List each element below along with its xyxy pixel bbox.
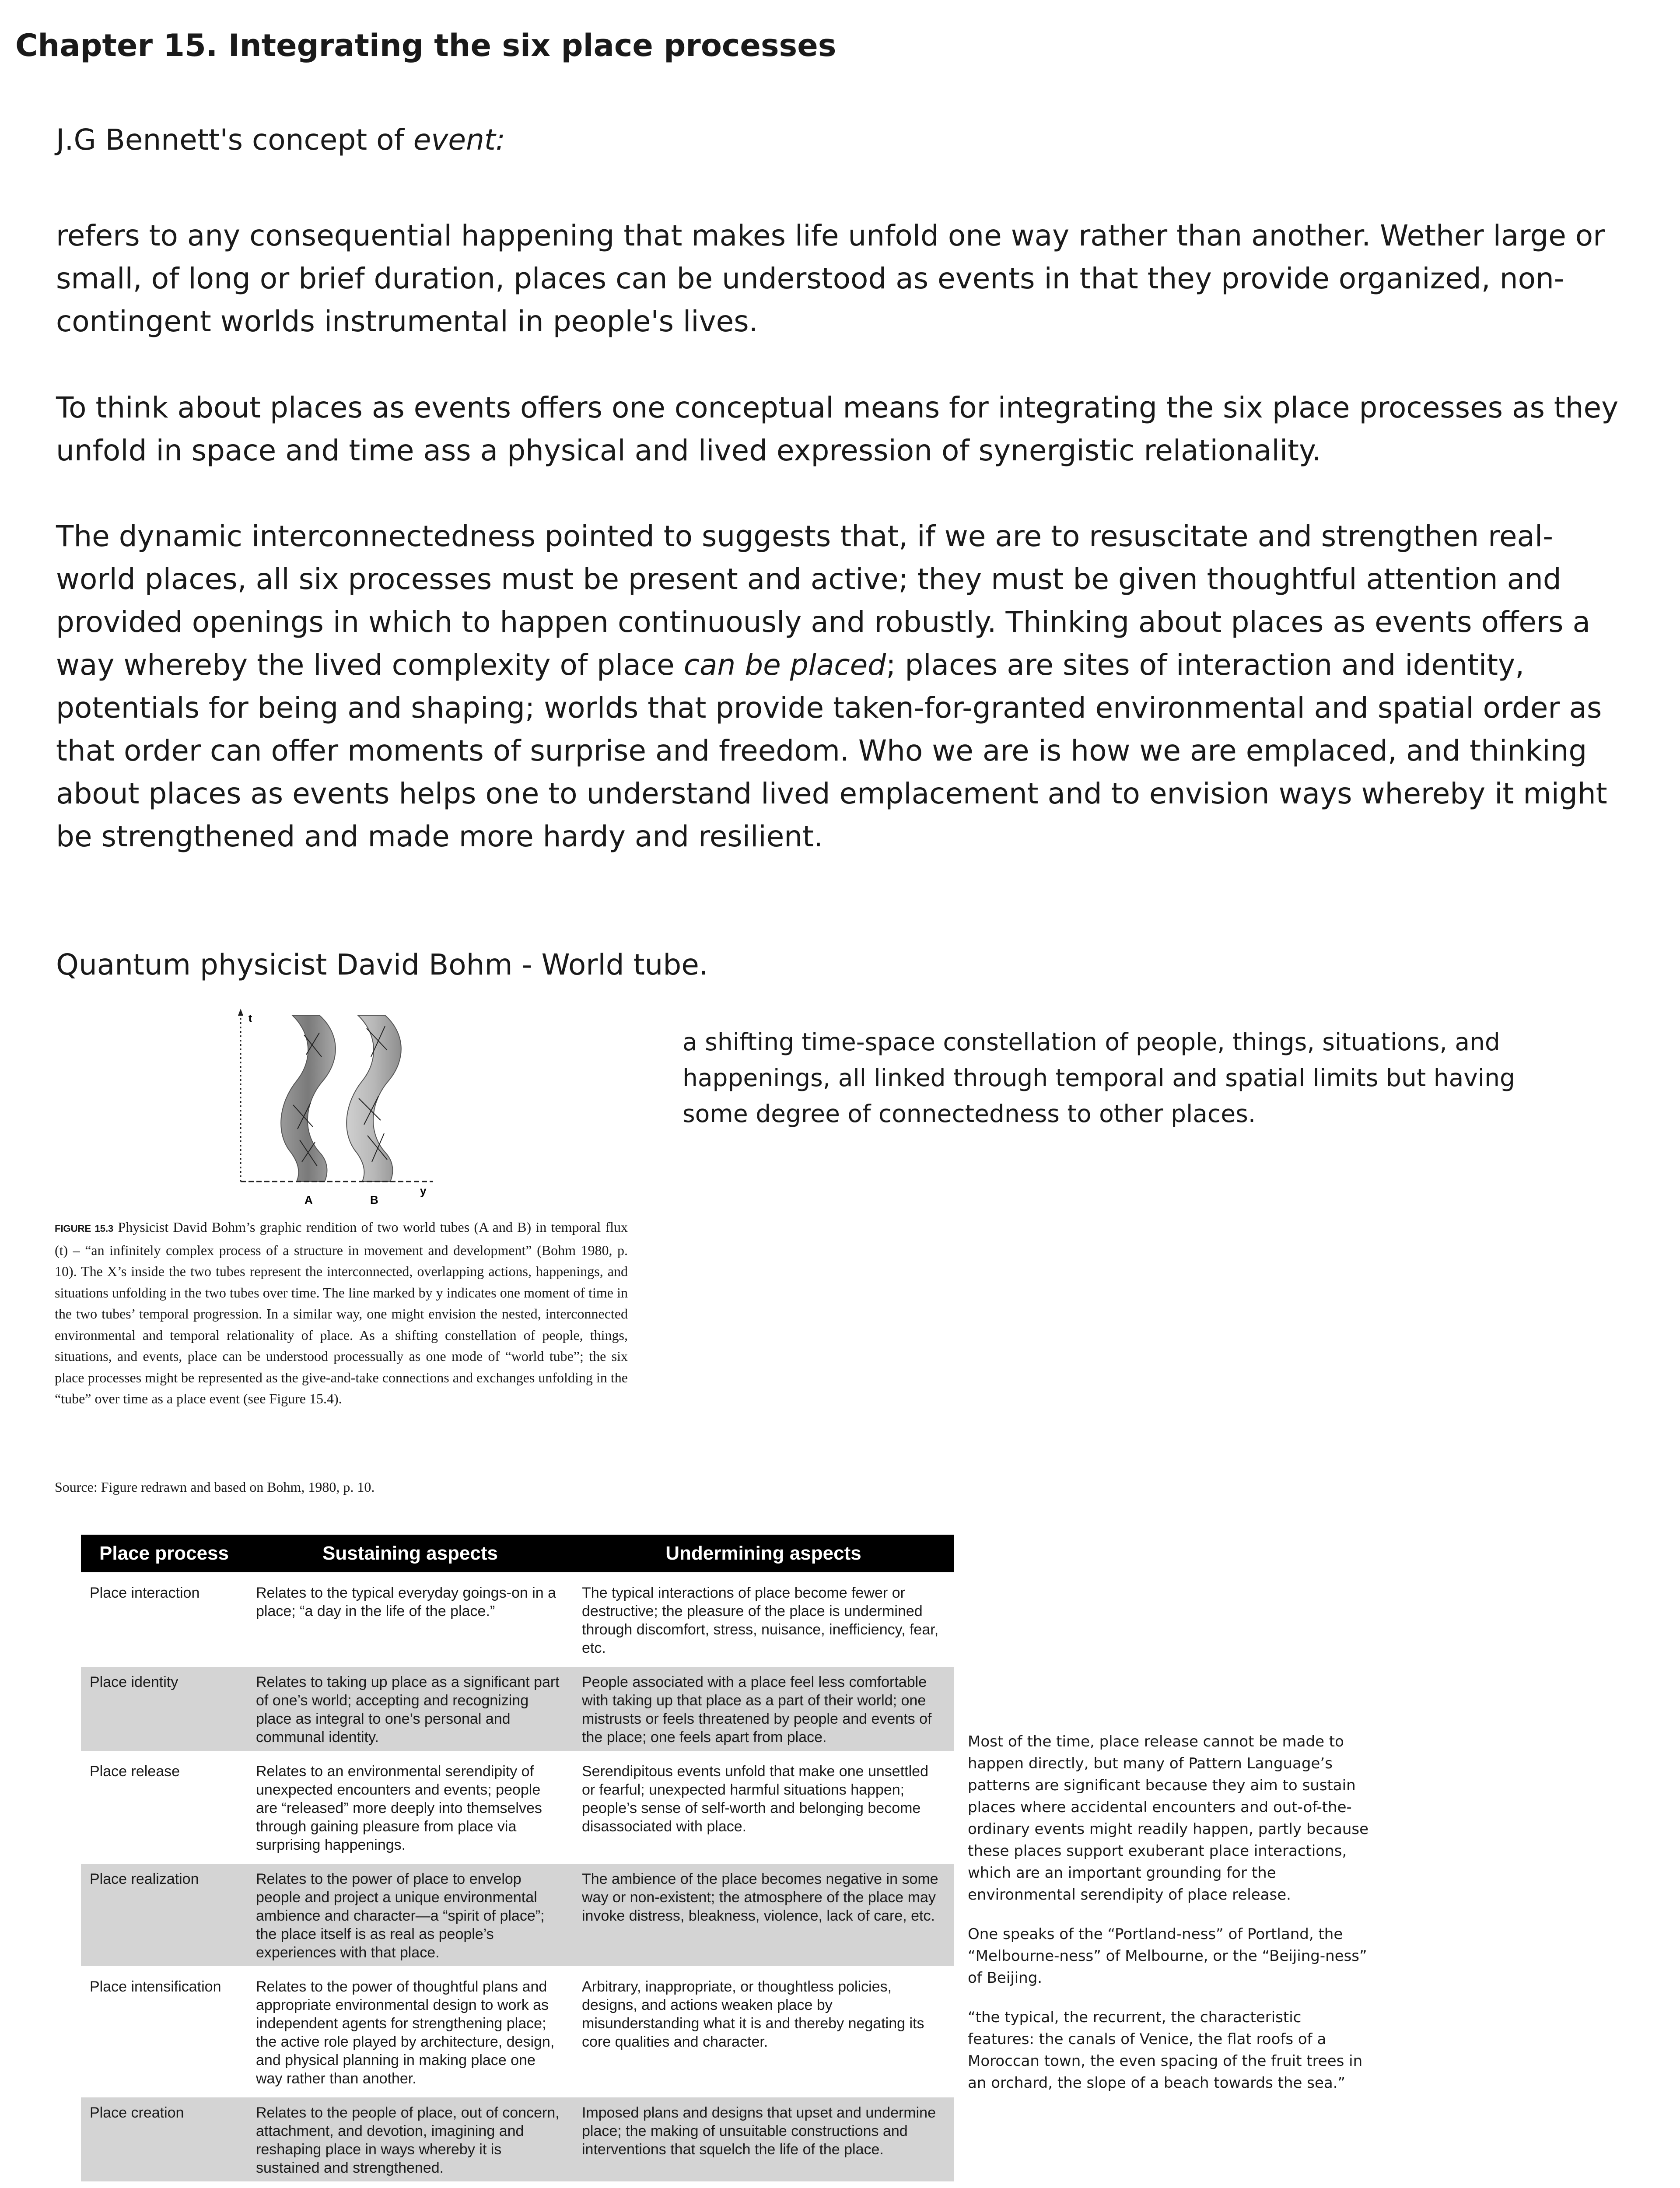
- table-row: [81, 1756, 954, 1858]
- table-row: [81, 1864, 954, 1966]
- side-notes: [968, 1731, 1370, 2111]
- place-process-cell: Place interaction: [81, 1578, 247, 1662]
- tube-b-label: B: [370, 1193, 378, 1206]
- undermining-cell: Imposed plans and designs that upset and undermine place; the making of unsuitable constructions and interventions that squelch the life of the place.: [573, 2097, 954, 2181]
- world-tube-figure: [55, 1000, 637, 1521]
- table-row: [81, 1667, 954, 1751]
- place-process-cell: Place creation: [81, 2097, 247, 2181]
- place-realization-note: One speaks of the “Portland-ness” of Portland, the “Melbourne-ness” of Melbourne, or the “Beijing-ness” of Beijing.: [968, 1925, 1367, 1987]
- place-release-note: Most of the time, place release cannot be made to happen directly, but many of Pattern Language’s patterns are significant because they aim to sustain places where accidental encounters and out-of-the-ordinary events might readily happen, partly because these places support exuberant place interactions, which are an important grounding for the environmental serendipity of place release.: [968, 1733, 1369, 1904]
- moment-line-label: y: [420, 1184, 427, 1197]
- chapter-title: Chapter 15. Integrating the six place processes: [15, 28, 836, 63]
- table-header-row: [81, 1535, 954, 1572]
- world-tube-description: a shifting time-space constellation of people, things, situations, and happenings, all linked through temporal and spatial limits but having some degree of connectedness to other places.: [682, 1028, 1515, 1128]
- place-process-cell: Place identity: [81, 1667, 247, 1751]
- undermining-cell: Serendipitous events unfold that make one unsettled or fearful; unexpected harmful situations happen; people’s sense of self-worth and belonging become disassociated with place.: [573, 1756, 954, 1858]
- bennett-heading: [56, 123, 505, 157]
- sustaining-cell: Relates to an environmental serendipity of unexpected encounters and events; people are “released” more deeply into themselves through gaining pleasure from place via surprising happenings.: [247, 1756, 573, 1858]
- time-axis-arrow: [238, 1009, 243, 1016]
- event-definition-paragraph: refers to any consequential happening that makes life unfold one way rather than another. Wether large or small, of long or brief duration, places can be understood as events in that they provide organized, non-contingent worlds instrumental in people's lives.: [56, 219, 1605, 338]
- undermining-cell: People associated with a place feel less comfortable with taking up that place as a part of their world; one mistrusts or feels threatened by people and events of the place; one feels apart from place.: [573, 1667, 954, 1751]
- world-tube-diagram: [228, 1009, 542, 1210]
- column-header-place-process: Place process: [81, 1535, 247, 1572]
- figure-caption-text: Physicist David Bohm’s graphic rendition of two world tubes (A and B) in temporal flux (t) – “an infinitely complex process of a structure in movement and development” (Bohm 1980, p. 10). The X’s inside the two tubes represent the interconnected, overlapping actions, happenings, and situations unfolding in the two tubes over time. The line marked by y indicates one moment of time in the two tubes’ temporal progression. In a similar way, one might envision the nested, interconnected environmental and temporal relationality of place. As a shifting constellation of people, things, situations, and events, place can be understood processually as one mode of “world tube”; the six place processes might be represented as the give-and-take connections and exchanges unfolding in the “tube” over time as a place event (see Figure 15.4).: [55, 1219, 628, 1406]
- paragraph-text-part-2: ; places are sites of interaction and identity, potentials for being and shaping; worlds that provide taken-for-granted environmental and spatial order as that order can offer moments of surprise and freedom. Who we are is how we are emplaced, and thinking about places as events helps one to understand lived emplacement and to envision ways whereby it might be strengthened and made more hardy and resilient.: [56, 648, 1607, 853]
- place-processes-table: [81, 1529, 954, 2187]
- figure-label: FIGURE 15.3: [55, 1223, 114, 1234]
- sustaining-cell: Relates to the people of place, out of concern, attachment, and devotion, imagining and reshaping place in ways whereby it is sustained and strengthened.: [247, 2097, 573, 2181]
- tube-a-label: A: [304, 1193, 313, 1206]
- column-header-sustaining: Sustaining aspects: [247, 1535, 573, 1572]
- bennett-heading-emphasis: event:: [413, 123, 505, 157]
- time-axis-label: t: [248, 1013, 252, 1024]
- table-row: [81, 1971, 954, 2092]
- sustaining-cell: Relates to the power of thoughtful plans and appropriate environmental design to work as independent agents for strengthening place; the active role played by architecture, design, and physical planning in making place one way rather than another.: [247, 1971, 573, 2092]
- place-process-cell: Place intensification: [81, 1971, 247, 2092]
- figure-caption: [55, 1217, 628, 1410]
- sustaining-cell: Relates to the typical everyday goings-on in a place; “a day in the life of the place.”: [247, 1578, 573, 1662]
- place-process-cell: Place release: [81, 1756, 247, 1858]
- table-row: [81, 1578, 954, 1662]
- table-row: [81, 2097, 954, 2181]
- paragraph-emphasis: can be placed: [683, 648, 886, 682]
- undermining-cell: The ambience of the place becomes negative in some way or non-existent; the atmosphere of the place may invoke distress, bleakness, violence, lack of care, etc.: [573, 1864, 954, 1966]
- sustaining-cell: Relates to taking up place as a significant part of one’s world; accepting and recognizing place as integral to one’s personal and communal identity.: [247, 1667, 573, 1751]
- characteristic-features-quote: “the typical, the recurrent, the characteristic features: the canals of Venice, the flat roofs of a Moroccan town, the even spacing of the fruit trees in an orchard, the slope of a beach towards the sea.”: [968, 2009, 1363, 2092]
- events-integration-paragraph: To think about places as events offers one conceptual means for integrating the six place processes as they unfold in space and time ass a physical and lived expression of synergistic relationality.: [56, 391, 1619, 467]
- column-header-undermining: Undermining aspects: [573, 1535, 954, 1572]
- interconnectedness-paragraph: [56, 515, 1622, 858]
- bohm-heading: Quantum physicist David Bohm - World tube.: [56, 948, 708, 982]
- figure-source: Source: Figure redrawn and based on Bohm, 1980, p. 10.: [55, 1479, 375, 1495]
- bennett-heading-text: J.G Bennett's concept of: [56, 123, 413, 157]
- sustaining-cell: Relates to the power of place to envelop people and project a unique environmental ambience and character—a “spirit of place”; the place itself is as real as people’s experiences with that place.: [247, 1864, 573, 1966]
- place-process-cell: Place realization: [81, 1864, 247, 1966]
- paragraph-text-part-1: The dynamic interconnectedness pointed to suggests that, if we are to resuscitate and strengthen real-world places, all six processes must be present and active; they must be given thoughtful attention and provided openings in which to happen continuously and robustly. Thinking about places as events offers a way whereby the lived complexity of place: [56, 519, 1590, 682]
- undermining-cell: Arbitrary, inappropriate, or thoughtless policies, designs, and actions weaken place by misunderstanding what it is and thereby negating its core qualities and character.: [573, 1971, 954, 2092]
- undermining-cell: The typical interactions of place become fewer or destructive; the pleasure of the place is undermined through discomfort, stress, nuisance, inefficiency, fear, etc.: [573, 1578, 954, 1662]
